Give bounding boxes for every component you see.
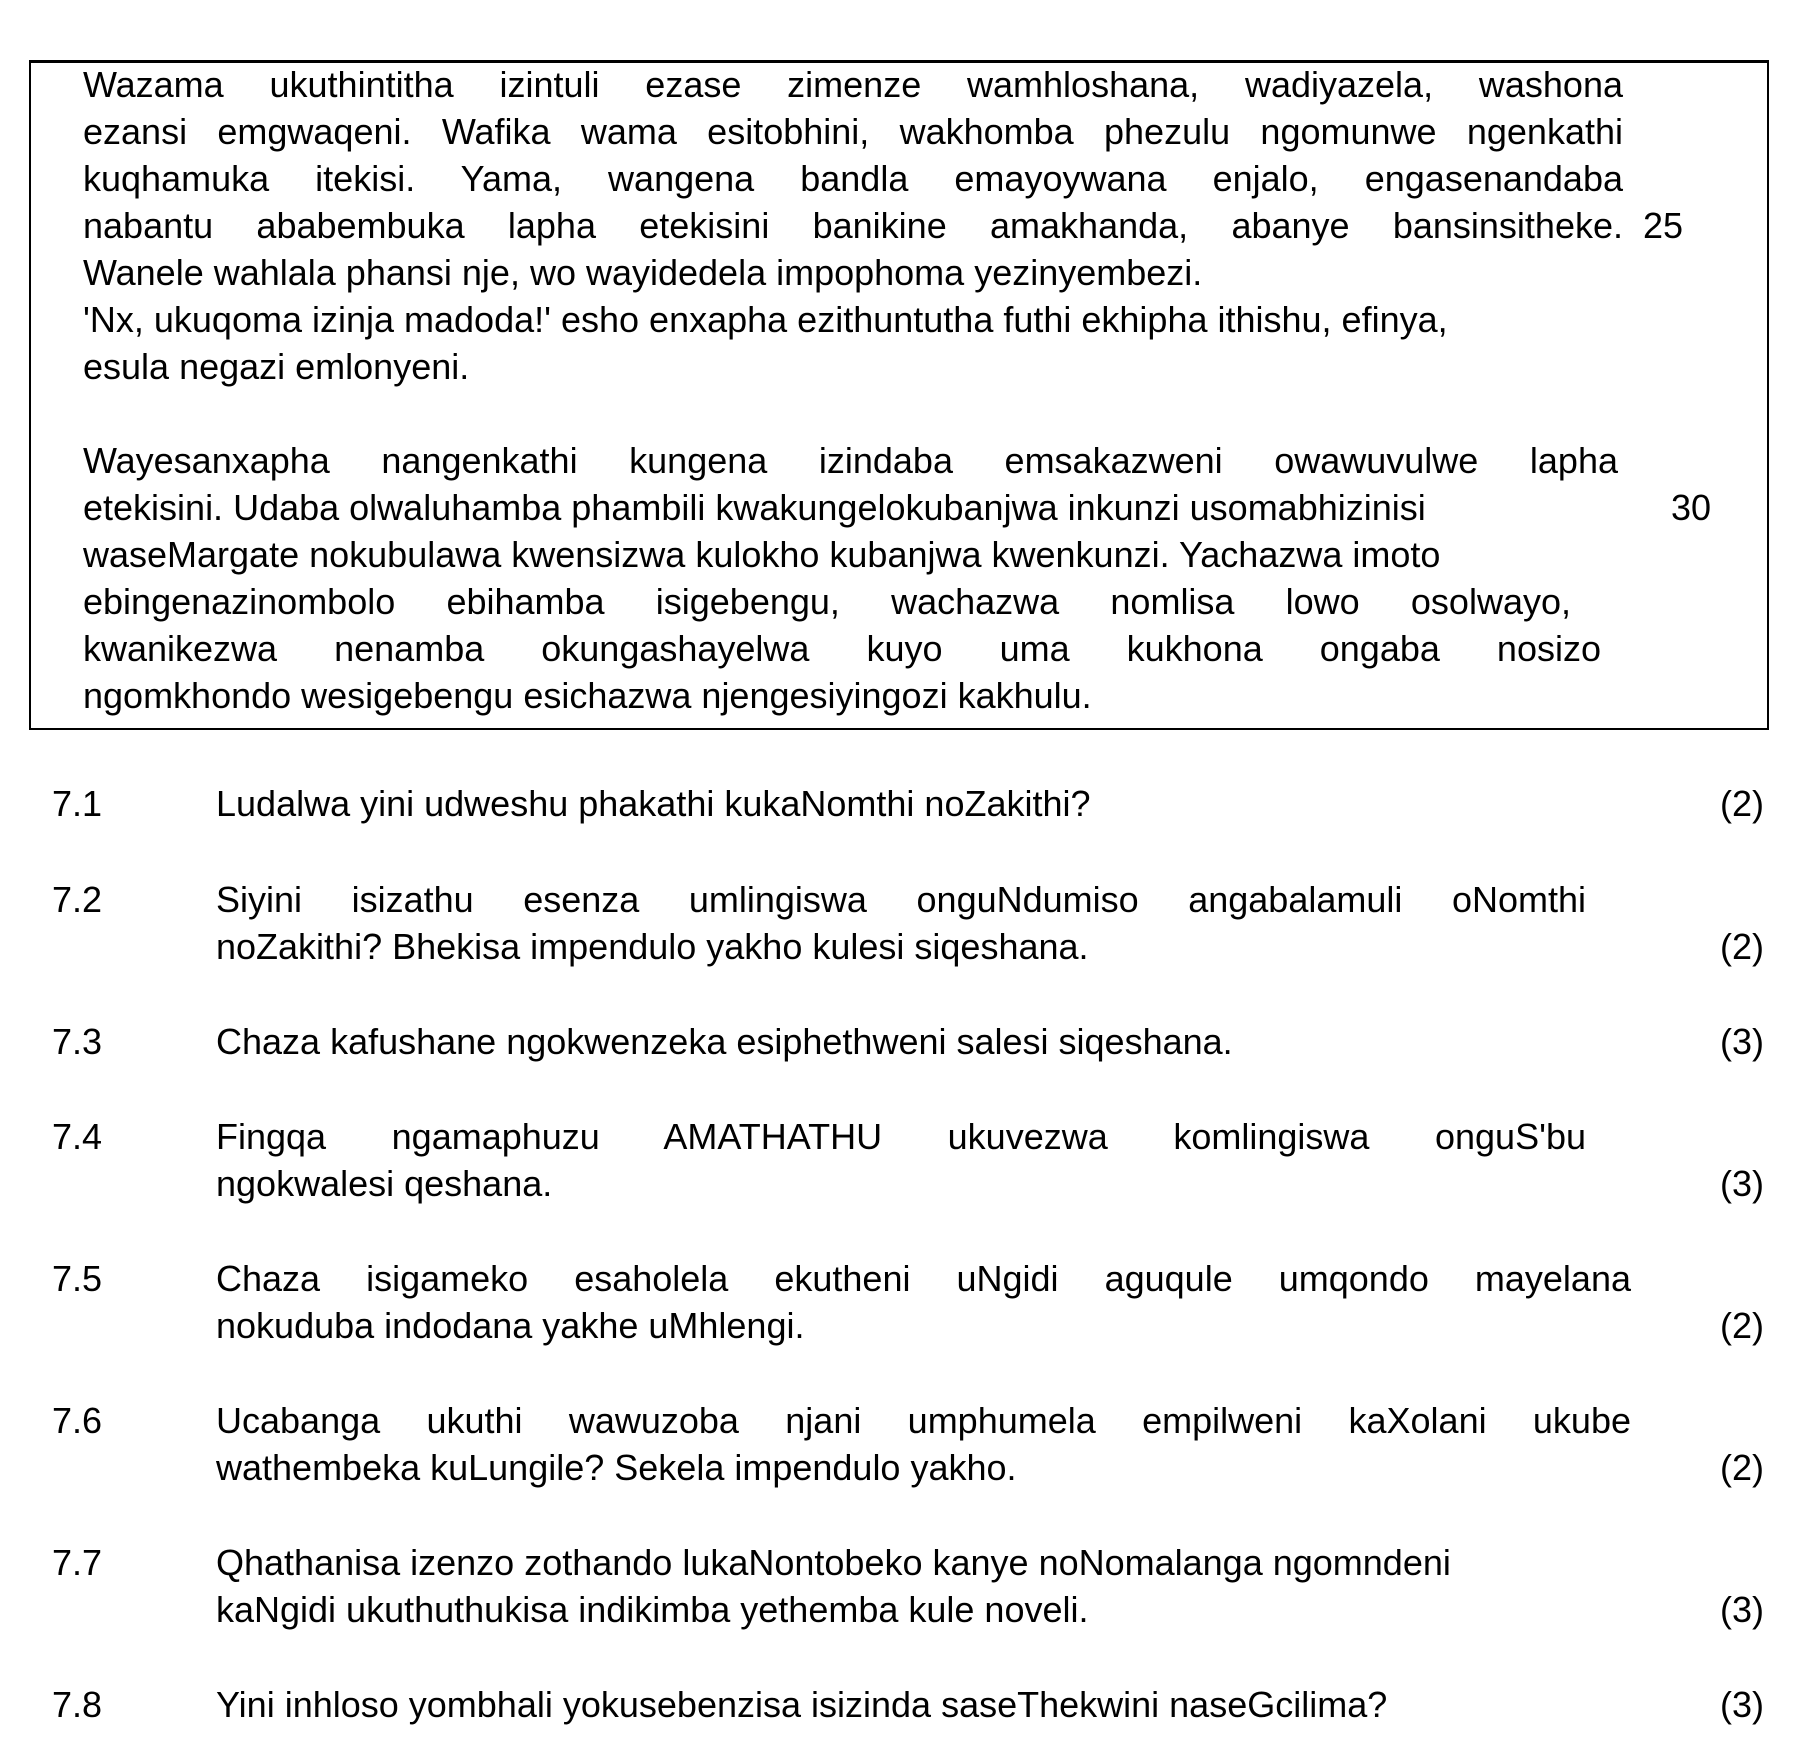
question-text: Ucabanga ukuthi wawuzoba njani umphumela empilweni kaXolani ukube — [216, 1400, 1631, 1441]
question-text: wathembeka kuLungile? Sekela impendulo yakho. — [216, 1447, 1017, 1488]
passage-line: ngomkhondo wesigebengu esichazwa njengesiyingozi kakhulu. — [83, 675, 1092, 716]
question-number: 7.7 — [52, 1542, 103, 1583]
passage-line: Wazama ukuthintitha izintuli ezase zimenze wamhloshana, wadiyazela, washona — [83, 64, 1623, 105]
question-number: 7.5 — [52, 1258, 103, 1299]
question-text: noZakithi? Bhekisa impendulo yakho kulesi siqeshana. — [216, 926, 1089, 967]
question-number: 7.2 — [52, 879, 103, 920]
question-number: 7.6 — [52, 1400, 103, 1441]
passage-line: esula negazi emlonyeni. — [83, 346, 470, 387]
question-marks: (3) — [1720, 1684, 1764, 1725]
line-number: 25 — [1643, 205, 1684, 246]
question-marks: (2) — [1720, 1447, 1764, 1488]
question-text: Siyini isizathu esenza umlingiswa onguNdumiso angabalamuli oNomthi — [216, 879, 1586, 920]
passage-line: kuqhamuka itekisi. Yama, wangena bandla emayoywana enjalo, engasenandaba — [83, 158, 1623, 199]
question-text: nokuduba indodana yakhe uMhlengi. — [216, 1305, 805, 1346]
question-number: 7.1 — [52, 783, 103, 824]
question-marks: (2) — [1720, 1305, 1764, 1346]
passage-line: waseMargate nokubulawa kwensizwa kulokho kubanjwa kwenkunzi. Yachazwa imoto — [83, 534, 1441, 575]
question-text: Ludalwa yini udweshu phakathi kukaNomthi noZakithi? — [216, 783, 1091, 824]
question-text: Chaza kafushane ngokwenzeka esiphethweni salesi siqeshana. — [216, 1021, 1233, 1062]
passage-line: nabantu ababembuka lapha etekisini banikine amakhanda, abanye bansinsitheke. — [83, 205, 1623, 246]
question-marks: (2) — [1720, 926, 1764, 967]
line-number: 30 — [1671, 487, 1712, 528]
passage-line: Wanele wahlala phansi nje, wo wayidedela impophoma yezinyembezi. — [83, 252, 1203, 293]
question-text: Chaza isigameko esaholela ekutheni uNgidi aguqule umqondo mayelana — [216, 1258, 1631, 1299]
passage-line: ebingenazinombolo ebihamba isigebengu, wachazwa nomlisa lowo osolwayo, — [83, 581, 1571, 622]
question-number: 7.3 — [52, 1021, 103, 1062]
question-number: 7.4 — [52, 1116, 103, 1157]
question-marks: (3) — [1720, 1163, 1764, 1204]
passage-line: 'Nx, ukuqoma izinja madoda!' esho enxapha ezithuntutha futhi ekhipha ithishu, efinya, — [83, 299, 1448, 340]
question-text: Yini inhloso yombhali yokusebenzisa isizinda saseThekwini naseGcilima? — [216, 1684, 1388, 1725]
passage-line: etekisini. Udaba olwaluhamba phambili kwakungelokubanjwa inkunzi usomabhizinisi — [83, 487, 1426, 528]
question-text: Fingqa ngamaphuzu AMATHATHU ukuvezwa komlingiswa onguS'bu — [216, 1116, 1586, 1157]
passage-box — [29, 60, 1769, 730]
question-text: ngokwalesi qeshana. — [216, 1163, 553, 1204]
passage-line: Wayesanxapha nangenkathi kungena izindaba emsakazweni owawuvulwe lapha — [83, 440, 1618, 481]
passage-line: ezansi emgwaqeni. Wafika wama esitobhini, wakhomba phezulu ngomunwe ngenkathi — [83, 111, 1623, 152]
question-text: Qhathanisa izenzo zothando lukaNontobeko kanye noNomalanga ngomndeni — [216, 1542, 1451, 1583]
question-marks: (3) — [1720, 1589, 1764, 1630]
question-text: kaNgidi ukuthuthukisa indikimba yethemba kule noveli. — [216, 1589, 1089, 1630]
question-marks: (2) — [1720, 783, 1764, 824]
question-marks: (3) — [1720, 1021, 1764, 1062]
question-number: 7.8 — [52, 1684, 103, 1725]
passage-line: kwanikezwa nenamba okungashayelwa kuyo uma kukhona ongaba nosizo — [83, 628, 1601, 669]
